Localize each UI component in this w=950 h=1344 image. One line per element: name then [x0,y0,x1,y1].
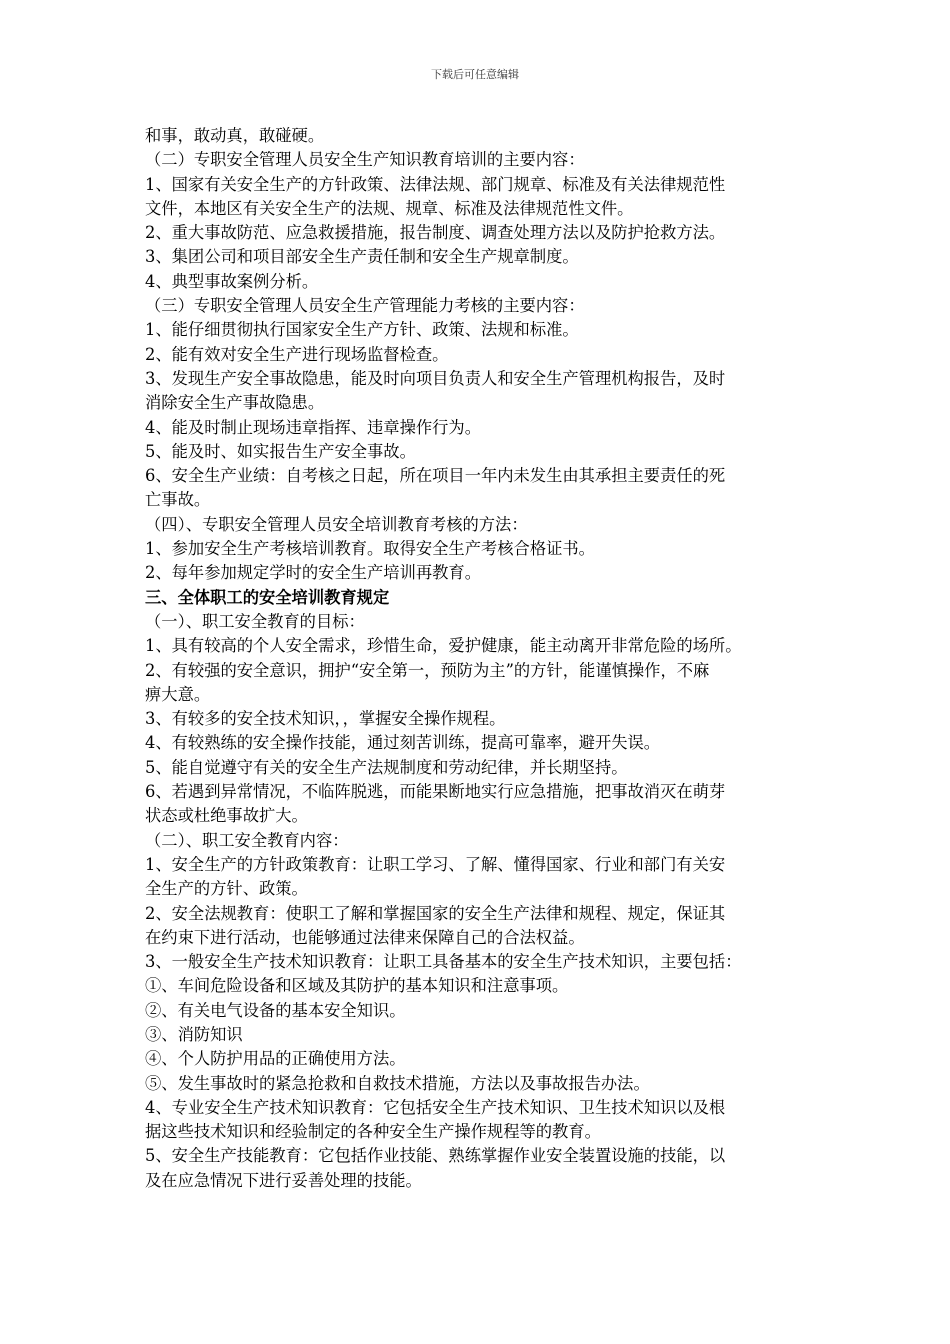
text-line: ②、有关电气设备的基本安全知识。 [145,1000,406,1020]
text-line: （三）专职安全管理人员安全生产管理能力考核的主要内容： [145,296,585,316]
text-line: 5、能及时、如实报告生产安全事故。 [145,441,416,461]
text-line: 2、安全法规教育：使职工了解和掌握国家的安全生产法律和规程、规定，保证其 [145,903,726,923]
text-line: 3、一般安全生产技术知识教育：让职工具备基本的安全生产技术知识，主要包括： [145,952,742,972]
text-line: 据这些技术知识和经验制定的各种安全生产操作规程等的教育。 [145,1122,601,1142]
text-line: 文件，本地区有关安全生产的法规、规章、标准及法律规范性文件。 [145,198,634,218]
text-line: 3、集团公司和项目部安全生产责任制和安全生产规章制度。 [145,247,579,267]
text-line: 消除安全生产事故隐患。 [145,393,325,413]
text-line: 6、安全生产业绩：自考核之日起，所在项目一年内未发生由其承担主要责任的死 [145,466,726,486]
text-line: 和事，敢动真，敢碰硬。 [145,126,325,145]
text-line: ①、车间危险设备和区域及其防护的基本知识和注意事项。 [145,976,569,996]
text-line: ⑤、发生事故时的紧急抢救和自救技术措施，方法以及事故报告办法。 [145,1073,650,1093]
text-line: 1、国家有关安全生产的方针政策、法律法规、部门规章、标准及有关法律规范性 [145,174,726,194]
text-line: 状态或杜绝事故扩大。 [145,806,308,826]
text-line: 全生产的方针、政策。 [145,879,308,899]
text-line: 3、有较多的安全技术知识，，掌握安全操作规程。 [145,709,506,729]
text-line: 4、有较熟练的安全操作技能，通过刻苦训练，提高可靠率，避开失误。 [145,733,661,753]
text-line: （二）、职工安全教育内容： [145,830,349,850]
section-heading: 三、全体职工的安全培训教育规定 [145,587,390,607]
text-line: 4、能及时制止现场违章指挥、违章操作行为。 [145,417,481,437]
text-line: 2、每年参加规定学时的安全生产培训再教育。 [145,563,481,583]
text-line: 在约束下进行活动，也能够通过法律来保障自己的合法权益。 [145,927,585,947]
text-line: 2、重大事故防范、应急救援措施，报告制度、调查处理方法以及防护抢救方法。 [145,223,726,243]
text-line: 3、发现生产安全事故隐患，能及时向项目负责人和安全生产管理机构报告，及时 [145,368,726,388]
text-line: 1、能仔细贯彻执行国家安全生产方针、政策、法规和标准。 [145,320,579,340]
text-line: （二）专职安全管理人员安全生产知识教育培训的主要内容： [145,150,585,170]
page-header: 下载后可任意编辑 [431,68,519,81]
text-line: 2、有较强的安全意识，拥护“安全第一，预防为主”的方针，能谨慎操作，不麻 [145,660,710,680]
text-line: 4、典型事故案例分析。 [145,271,319,291]
text-line: 4、专业安全生产技术知识教育：它包括安全生产技术知识、卫生技术知识以及根 [145,1097,726,1117]
text-line: 痹大意。 [145,684,211,704]
text-line: （四）、专职安全管理人员安全培训教育考核的方法： [145,514,528,534]
text-line: 1、具有较高的个人安全需求，珍惜生命，爱护健康，能主动离开非常危险的场所。 [145,636,742,656]
text-line: 1、参加安全生产考核培训教育。取得安全生产考核合格证书。 [145,539,595,559]
text-line: 6、若遇到异常情况，不临阵脱逃，而能果断地实行应急措施，把事故消灭在萌芽 [145,782,726,802]
text-line: 亡事故。 [145,490,211,510]
text-line: 5、能自觉遵守有关的安全生产法规制度和劳动纪律，并长期坚持。 [145,757,628,777]
document-body [145,124,825,1193]
text-line: 2、能有效对安全生产进行现场监督检查。 [145,344,449,364]
text-line: 及在应急情况下进行妥善处理的技能。 [145,1170,422,1190]
text-line: ③、消防知识 [145,1024,243,1044]
text-line: （一）、职工安全教育的目标： [145,611,365,631]
text-line: ④、个人防护用品的正确使用方法。 [145,1049,406,1069]
text-line: 5、安全生产技能教育：它包括作业技能、熟练掌握作业安全装置设施的技能，以 [145,1146,726,1166]
text-line: 1、安全生产的方针政策教育：让职工学习、了解、懂得国家、行业和部门有关安 [145,854,726,874]
